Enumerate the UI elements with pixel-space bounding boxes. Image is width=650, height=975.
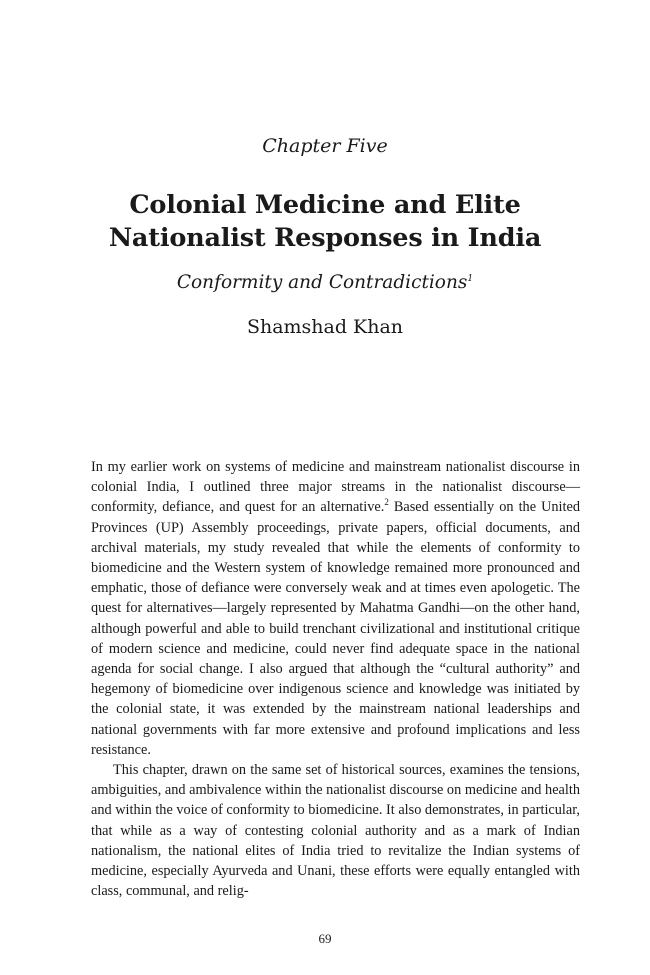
chapter-title-line-1: Colonial Medicine and Elite	[129, 190, 521, 220]
chapter-author: Shamshad Khan	[246, 316, 404, 338]
subtitle-footnote-marker[interactable]: 1	[467, 273, 474, 284]
paragraph-1-part-1: In my earlier work on systems of medicine and mainstream nationalist discourse in colonial India, I outlined three major streams in the nationalist discourse—conformity, defiance, and quest for an alternative.	[91, 459, 580, 516]
chapter-subtitle-text: Conformity and Contradictions	[176, 272, 468, 293]
paragraph-1	[91, 457, 580, 760]
chapter-label: Chapter Five	[262, 135, 388, 157]
paragraph-2: This chapter, drawn on the same set of historical sources, examines the tensions, ambiguities, and ambivalence within the nationalist discourse on medicine and health and within the voice of conformity to biomedicine. It also demonstrates, in particular, that while as a way of contesting colonial authority and as a mark of Indian nationalism, the national elites of India tried to revitalize the Indian systems of medicine, especially Ayurveda and Unani, these efforts were equally entangled with class, communal, and relig-	[91, 762, 580, 900]
paragraph-1-part-2: Based essentially on the United Provinces (UP) Assembly proceedings, private papers, official documents, and archival materials, my study revealed that while the elements of conformity to biomedicine and the Western system of knowledge remained more pronounced and emphatic, those of defiance were conversely weak and at times even apologetic. The quest for alternatives—largely represented by Mahatma Gandhi—on the other hand, although powerful and able to build trenchant civilizational and institutional critique of modern science and medicine, could never find adequate space in the national agenda for social change. I also argued that although the “cultural authority” and hegemony of biomedicine over indigenous science and knowledge was initiated by the colonial state, it was extended by the mainstream national leaderships and national governments with far more extensive and profound implications and less resistance.	[91, 499, 580, 758]
chapter-title-line-2: Nationalist Responses in India	[108, 223, 542, 253]
body-text	[91, 457, 580, 901]
chapter-subtitle	[0, 270, 650, 296]
chapter-title	[60, 189, 590, 255]
paragraph-1-footnote-marker[interactable]: 2	[384, 497, 389, 508]
page-number: 69	[318, 931, 332, 946]
